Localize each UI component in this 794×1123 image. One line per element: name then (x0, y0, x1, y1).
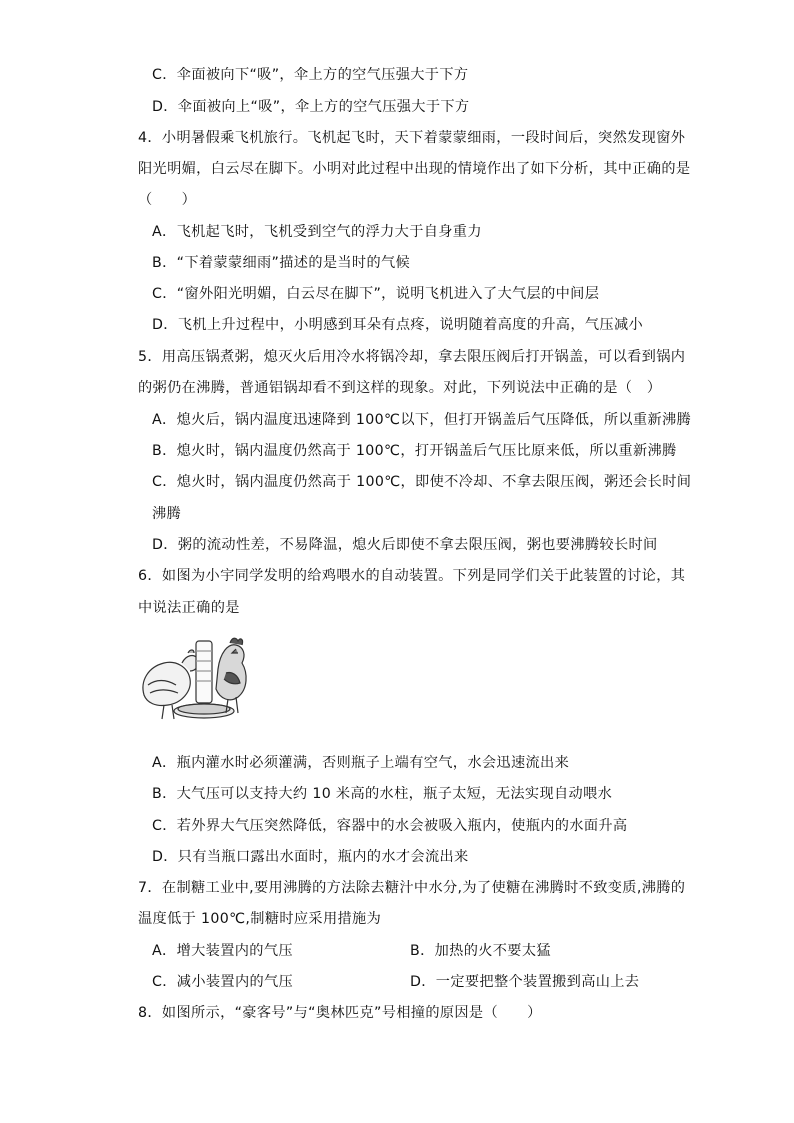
q6-option-b: B．大气压可以支持大约 10 米高的水柱，瓶子太短，无法实现自动喂水 (152, 786, 613, 802)
q4-option-b: B．“下着蒙蒙细雨”描述的是当时的气候 (152, 255, 411, 271)
q6-option-a: A．瓶内灌水时必须灌满，否则瓶子上端有空气，水会迅速流出来 (152, 755, 570, 771)
q7-stem-line-1: 7．在制糖工业中,要用沸腾的方法除去糖汁中水分,为了使糖在沸腾时不致变质,沸腾的 (138, 880, 686, 896)
q5-stem-line-2: 的粥仍在沸腾，普通铝锅却看不到这样的现象。对此，下列说法中正确的是（ ） (138, 380, 662, 396)
q7-option-a: A．增大装置内的气压 (152, 943, 293, 959)
q4-answer-blank: （ ） (138, 192, 197, 208)
q7-stem-line-2: 温度低于 100℃,制糖时应采用措施为 (138, 911, 382, 927)
q7-option-b: B．加热的火不要太猛 (410, 943, 551, 959)
q5-option-a: A．熄火后，锅内温度迅速降到 100℃以下，但打开锅盖后气压降低，所以重新沸腾 (152, 412, 692, 428)
q3-option-c: C．伞面被向下“吸”，伞上方的空气压强大于下方 (152, 67, 469, 83)
q5-option-d: D．粥的流动性差，不易降温，熄火后即使不拿去限压阀，粥也要沸腾较长时间 (152, 537, 658, 553)
q6-option-c: C．若外界大气压突然降低，容器中的水会被吸入瓶内，使瓶内的水面升高 (152, 818, 628, 834)
q4-option-d: D．飞机上升过程中，小明感到耳朵有点疼，说明随着高度的升高，气压减小 (152, 317, 644, 333)
q5-option-b: B．熄火时，锅内温度仍然高于 100℃，打开锅盖后气压比原来低，所以重新沸腾 (152, 443, 677, 459)
q5-stem-line-1: 5．用高压锅煮粥，熄灭火后用冷水将锅冷却，拿去限压阀后打开锅盖，可以看到锅内 (138, 349, 686, 365)
q7-option-d: D．一定要把整个装置搬到高山上去 (410, 974, 640, 990)
q7-option-c: C．减小装置内的气压 (152, 974, 294, 990)
q6-stem-line-1: 6．如图为小宇同学发明的给鸡喂水的自动装置。下列是同学们关于此装置的讨论，其 (138, 568, 686, 584)
q4-stem-line-1: 4．小明暑假乘飞机旅行。飞机起飞时，天下着蒙蒙细雨，一段时间后，突然发现窗外 (138, 130, 686, 146)
q4-option-a: A．飞机起飞时，飞机受到空气的浮力大于自身重力 (152, 224, 482, 240)
q4-option-c: C．“窗外阳光明媚，白云尽在脚下”，说明飞机进入了大气层的中间层 (152, 286, 600, 302)
q6-stem-line-2: 中说法正确的是 (138, 600, 240, 616)
q6-option-d: D．只有当瓶口露出水面时，瓶内的水才会流出来 (152, 849, 469, 865)
q4-stem-line-2: 阳光明媚，白云尽在脚下。小明对此过程中出现的情境作出了如下分析，其中正确的是 (138, 161, 691, 177)
q3-option-d: D．伞面被向上“吸”，伞上方的空气压强大于下方 (152, 99, 470, 115)
chicken-water-feeder-illustration (136, 633, 254, 725)
q5-option-c-line-1: C．熄火时，锅内温度仍然高于 100℃，即使不冷却、不拿去限压阀，粥还会长时间 (152, 474, 692, 490)
q5-option-c-line-2: 沸腾 (152, 506, 182, 522)
q8-stem-line-1: 8．如图所示，“豪客号”与“奥林匹克”号相撞的原因是（ ） (138, 1005, 542, 1021)
